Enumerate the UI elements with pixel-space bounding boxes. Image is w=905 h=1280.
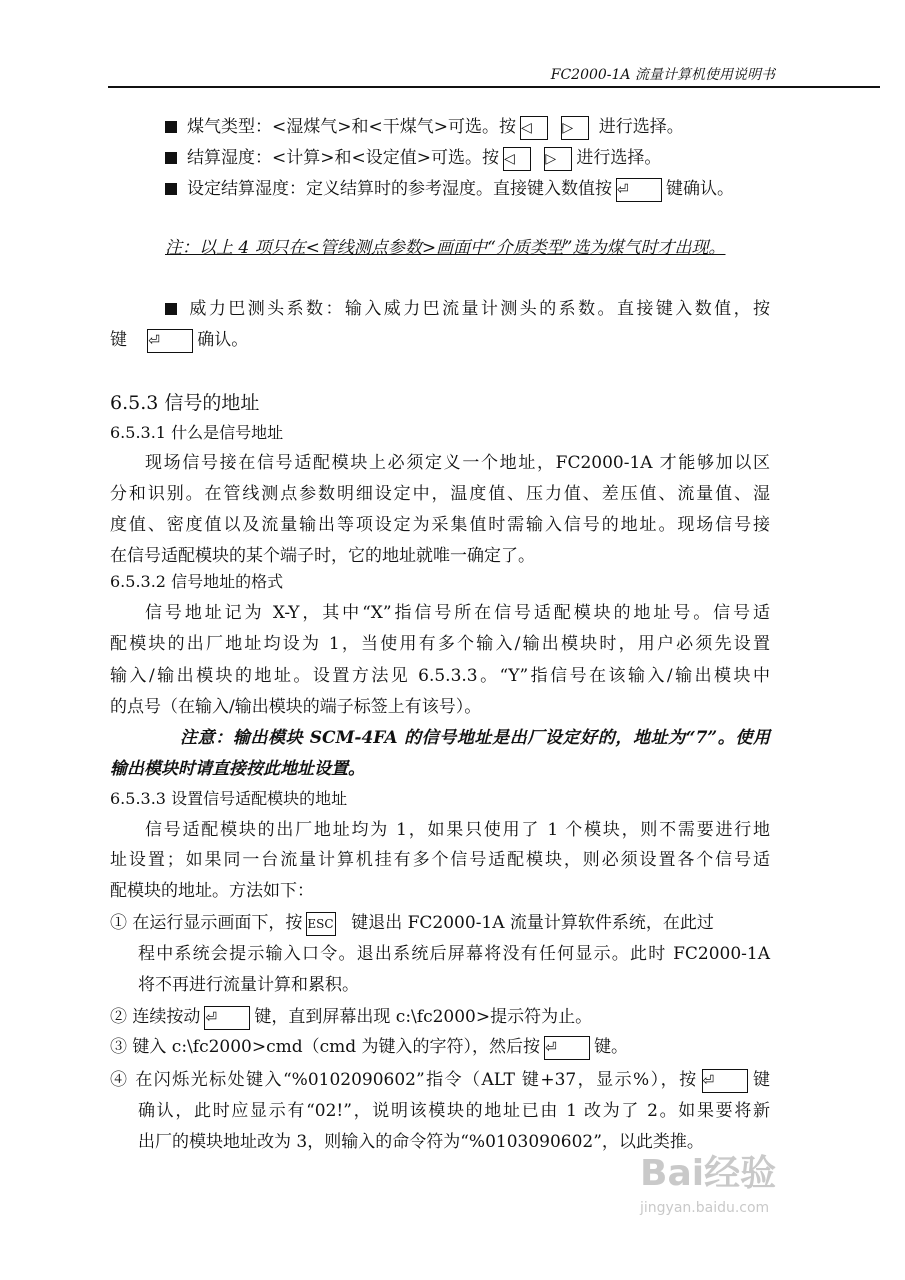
paragraph-line: 配模块的地址。方法如下： <box>110 881 314 901</box>
text: 进行选择。 <box>598 117 684 137</box>
paragraph-line: 信号适配模块的出厂地址均为 1，如果只使用了 1 个模块，则不需要进行地 <box>145 820 770 840</box>
step-2 <box>110 1005 770 1030</box>
running-header: FC2000-1A 流量计算机使用说明书 <box>550 67 775 83</box>
bullet-icon <box>165 121 177 133</box>
text: 结算湿度：<计算>和<设定值>可选。按 <box>187 148 499 168</box>
text: ① 在运行显示画面下，按 <box>110 913 303 933</box>
enter-key-icon: ⏎ <box>616 178 662 202</box>
section-6-5-3-1-title: 6.5.3.1 什么是信号地址 <box>110 423 284 442</box>
paragraph-line: 配模块的出厂地址均设为 1，当使用有多个输入/输出模块时，用户必须先设置 <box>110 634 770 654</box>
enter-key-icon: ⏎ <box>544 1036 590 1060</box>
section-6-5-3-3-title: 6.5.3.3 设置信号适配模块的地址 <box>110 789 348 808</box>
text: ③ 键入 c:\fc2000>cmd（cmd 为键入的字符），然后按 <box>110 1037 541 1057</box>
right-key-icon: ▷ <box>561 116 589 140</box>
bullet-icon <box>165 152 177 164</box>
text: 设定结算湿度：定义结算时的参考湿度。直接键入数值按 <box>187 179 612 199</box>
step-4-line: 确认，此时应显示有“02!”，说明该模块的地址已由 1 改为了 2。如果要将新 <box>138 1101 770 1121</box>
text: 进行选择。 <box>576 148 662 168</box>
paragraph-line: 在信号适配模块的某个端子时，它的地址就唯一确定了。 <box>110 546 535 566</box>
enter-key-icon: ⏎ <box>204 1006 250 1030</box>
step-1-line: 程中系统会提示输入口令。退出系统后屏幕将没有任何显示。此时 FC2000-1A <box>138 944 770 964</box>
weili-coefficient <box>165 297 770 321</box>
text: 威力巴测头系数：输入威力巴流量计测头的系数。直接键入数值，按 <box>187 299 770 319</box>
weili-line2 <box>110 328 770 353</box>
text: 键 <box>751 1070 770 1090</box>
esc-key-icon: ESC <box>306 912 336 936</box>
text: 键，直到屏幕出现 c:\fc2000>提示符为止。 <box>254 1007 593 1027</box>
enter-key-icon: ⏎ <box>702 1069 748 1093</box>
text: 煤气类型：<湿煤气>和<干煤气>可选。按 <box>187 117 516 137</box>
step-4-line: 出厂的模块地址改为 3，则输入的命令符为“%0103090602”，以此类推。 <box>138 1132 704 1152</box>
left-key-icon: ◁ <box>520 116 548 140</box>
step-3 <box>110 1035 770 1060</box>
baidu-watermark <box>640 1145 776 1216</box>
bullet-icon <box>165 183 177 195</box>
text: 键 <box>110 330 127 350</box>
text: 确认。 <box>197 330 249 350</box>
watermark-url: jingyan.baidu.com <box>640 1200 770 1216</box>
paragraph-line: 输入/输出模块的地址。设置方法见 6.5.3.3。“Y”指信号在该输入/输出模块中 <box>110 666 770 686</box>
bullet-gas-type <box>165 115 770 140</box>
text: 键退出 FC2000-1A 流量计算软件系统，在此过 <box>351 913 714 933</box>
enter-key-icon: ⏎ <box>147 329 193 353</box>
note-gas-only: 注：以上 4 项只在<管线测点参数>画面中“介质类型”选为煤气时才出现。 <box>165 238 726 258</box>
paragraph-line: 信号地址记为 X-Y，其中“X”指信号所在信号适配模块的地址号。信号适 <box>145 603 770 623</box>
text: ④ 在闪烁光标处键入“%0102090602”指令（ALT 键+37，显示%），按 <box>110 1070 698 1090</box>
watermark-brand: Bai经验 <box>640 1153 777 1194</box>
bold-note-line: 输出模块时请直接按此地址设置。 <box>110 759 365 779</box>
section-6-5-3-title: 6.5.3 信号的地址 <box>110 392 260 414</box>
section-6-5-3-2-title: 6.5.3.2 信号地址的格式 <box>110 572 284 591</box>
paragraph-line: 的点号（在输入/输出模块的端子标签上有该号）。 <box>110 697 482 717</box>
text: 键。 <box>594 1037 629 1057</box>
paragraph-line: 度值、密度值以及流量输出等项设定为采集值时需输入信号的地址。现场信号接 <box>110 515 770 535</box>
paragraph-line: 分和识别。在管线测点参数明细设定中，温度值、压力值、差压值、流量值、湿 <box>110 484 770 504</box>
bullet-humidity <box>165 146 825 171</box>
text: 键确认。 <box>666 179 734 199</box>
header-rule <box>108 86 880 88</box>
step-1-line: 将不再进行流量计算和累积。 <box>138 975 359 995</box>
right-key-icon: ▷ <box>544 147 572 171</box>
bold-note-line: 注意：输出模块 SCM-4FA 的信号地址是出厂设定好的，地址为“7”。使用 <box>180 728 770 748</box>
text: ② 连续按动 <box>110 1007 201 1027</box>
step-4 <box>110 1068 770 1093</box>
paragraph-line: 现场信号接在信号适配模块上必须定义一个地址，FC2000-1A 才能够加以区 <box>145 453 770 473</box>
bullet-icon <box>165 303 177 315</box>
left-key-icon: ◁ <box>503 147 531 171</box>
paragraph-line: 址设置；如果同一台流量计算机挂有多个信号适配模块，则必须设置各个信号适 <box>110 850 770 870</box>
step-1 <box>110 911 770 936</box>
bullet-set-humidity <box>165 177 825 202</box>
